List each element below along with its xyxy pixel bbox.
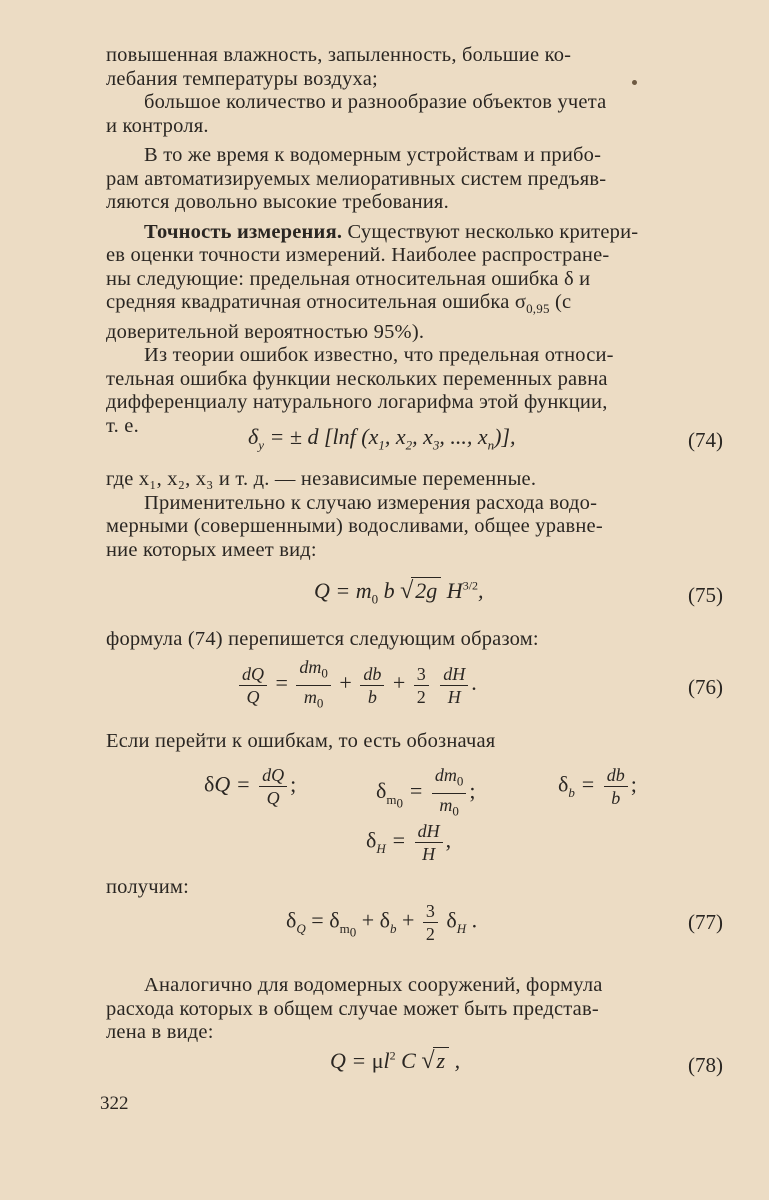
- subscript: 0,95: [526, 301, 550, 317]
- text-line: Если перейти к ошибкам, то есть обозначая: [106, 730, 496, 752]
- text-line: лебания температуры воздуха;: [106, 67, 378, 90]
- text-line: Аналогично для водомерных сооружений, формула: [144, 974, 603, 996]
- section-heading: Точность измерения.: [144, 220, 343, 243]
- text-line: доверительной вероятностью 95%).: [106, 320, 425, 343]
- text-line: где x₁, x₂, x₃ и т. д. — независимые переменные.: [106, 468, 537, 490]
- definition-delta-m0: $\delta_{m_0}$ = $\frac{dm_0}{m_0}$ ;: [376, 765, 476, 819]
- page-number: 322: [100, 1093, 129, 1114]
- text-span: (с: [549, 291, 572, 313]
- text-line: [106, 291, 726, 321]
- paragraph-errors: [106, 730, 726, 754]
- paragraph-structures: [106, 974, 726, 1045]
- text-line: Применительно к случаю измерения расхода водо-: [144, 491, 598, 514]
- definition-delta-h: $\delta_H$ = $\frac{dH}{H}$ ,: [366, 821, 452, 864]
- definition-delta-b: $\delta_b$ = $\frac{db}{b}$ ;: [558, 765, 637, 808]
- equation-77: $\delta_Q = \delta_{m_0} + \delta_b$ + $\frac{3}{2}$ $\delta_H$ .: [286, 901, 478, 944]
- text-line: большое количество и разнообразие объектов учета: [144, 91, 607, 113]
- text-line: расхода которых в общем случае может быть представ-: [106, 997, 599, 1020]
- text-line: дифференциалу натурального логарифма этой функции,: [106, 391, 608, 414]
- equation-78: $Q = \mu l^2$ C √z ,: [330, 1048, 461, 1074]
- equation-number: (77): [688, 910, 723, 934]
- paragraph-result: [106, 876, 726, 900]
- equation-number: (78): [688, 1053, 723, 1077]
- text-span: Существуют несколько критери-: [342, 220, 639, 243]
- equation-74: [248, 424, 516, 453]
- text-line: повышенная влажность, запыленность, большие ко-: [106, 44, 572, 66]
- paragraph-formula74: [106, 628, 726, 652]
- text-span: средняя квадратичная относительная ошибка σ: [106, 291, 527, 313]
- text-line: Из теории ошибок известно, что предельная относи-: [144, 344, 614, 367]
- text-line: ние которых имеет вид:: [106, 538, 317, 561]
- text-line: тельная ошибка функции нескольких переменных равна: [106, 367, 608, 390]
- text-line: ев оценки точности измерений. Наиболее распростране-: [106, 244, 610, 266]
- text-line: В то же время к водомерным устройствам и прибо-: [144, 144, 602, 166]
- text-line: т. е.: [106, 414, 139, 437]
- text-line: формула (74) перепишется следующим образом:: [106, 628, 539, 650]
- text-line: получим:: [106, 876, 189, 898]
- text-line: ляются довольно высокие требования.: [106, 191, 449, 213]
- text-line: ны следующие: предельная относительная ошибка δ и: [106, 267, 591, 290]
- text-line: лена в виде:: [106, 1021, 214, 1043]
- equation-75: $Q = m_0$ b √2g $H^{3/2}$,: [314, 578, 484, 607]
- text-line: мерными (совершенными) водосливами, общее уравне-: [106, 515, 603, 537]
- text-line: и контроля.: [106, 114, 209, 137]
- paragraph-variables: [106, 468, 726, 562]
- definition-delta-q: δQ = $\frac{dQ}{Q}$ ;: [204, 765, 297, 808]
- equation-number: (75): [688, 583, 723, 607]
- equation-76: $\frac{dQ}{Q}$ = $\frac{dm_0}{m_0}$ + $\frac{db}{b}$ + $\frac{3}{2}$ $\frac{dH}{H}$ .: [236, 656, 477, 714]
- formula-text: $\delta_y$ = ± d [lnf ($x_1$, $x_2$, $x_3$, ..., $x_n$)],: [248, 424, 516, 453]
- equation-number: (74): [688, 428, 723, 452]
- equation-number: (76): [688, 675, 723, 699]
- text-line: [106, 221, 726, 245]
- text-line: рам автоматизируемых мелиоративных систем предъяв-: [106, 167, 607, 190]
- paragraph-conditions: [106, 44, 726, 438]
